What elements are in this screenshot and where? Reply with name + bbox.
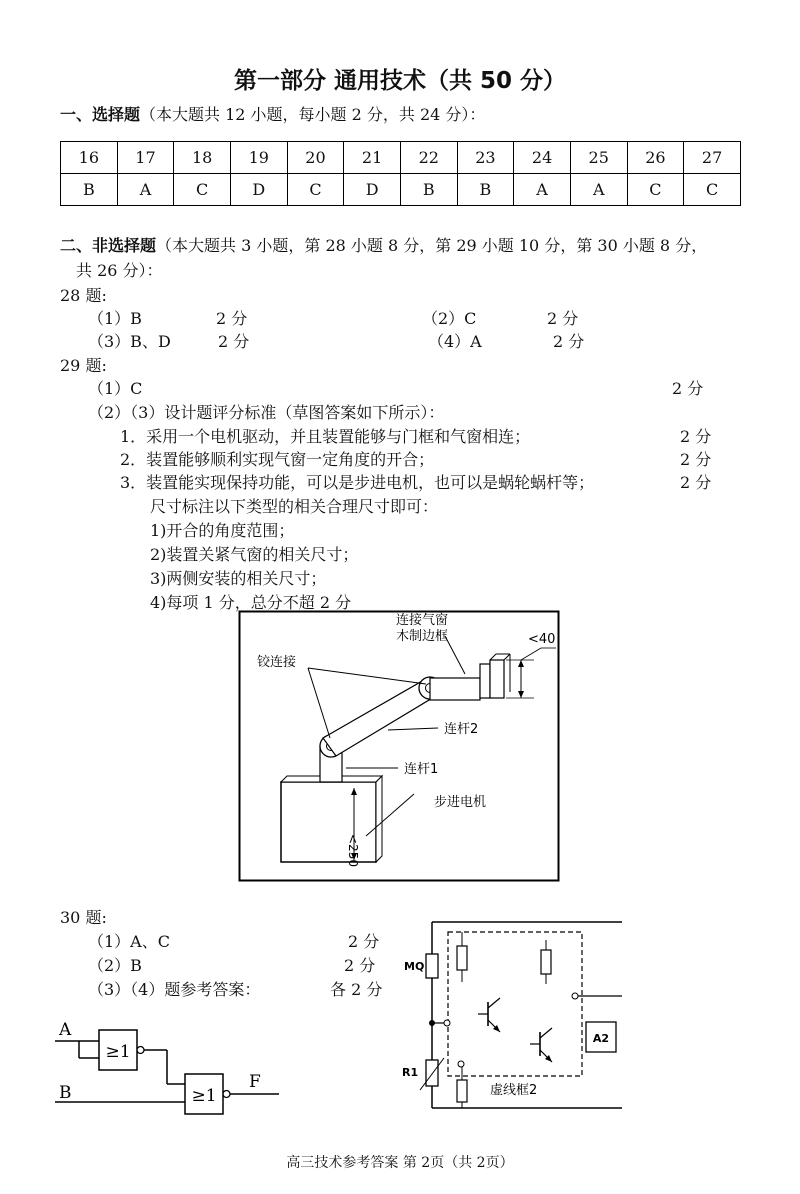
mq-sensor <box>426 954 438 978</box>
terminal-sense <box>444 1020 450 1026</box>
resistor-3 <box>457 1080 467 1102</box>
answer-table-numbers-row <box>61 142 741 174</box>
section2-desc-2: 共 26 分）： <box>76 261 163 280</box>
resistor-2 <box>541 950 551 974</box>
section1-desc: （本大题共 12 小题，每小题 2 分，共 24 分）： <box>140 105 486 124</box>
frame-plate <box>490 660 504 698</box>
q30-answer-34: （3）（4）题参考答案： <box>88 980 261 999</box>
q30-score-1: 2 分 <box>348 932 380 951</box>
q28-score-4: 2 分 <box>553 332 585 351</box>
q29-dimension-2: 2)装置关紧气窗的相关尺寸； <box>150 545 359 564</box>
transistor-1-collector <box>488 998 500 1008</box>
q29-criterion-1-score: 2 分 <box>680 427 712 446</box>
output-f-label: F <box>249 1072 261 1092</box>
answer-cell: A <box>570 174 627 206</box>
answer-cell: D <box>230 174 287 206</box>
q29-dimension-3: 3)两侧安装的相关尺寸； <box>150 569 327 588</box>
answer-cell: C <box>287 174 344 206</box>
section2-heading <box>60 233 707 256</box>
linkage-sketch-figure <box>238 610 560 882</box>
gate-1-symbol: ≥1 <box>105 1042 131 1062</box>
answer-cell: B <box>400 174 457 206</box>
q29-criterion-2-score: 2 分 <box>680 450 712 469</box>
label-rod1: 连杆1 <box>404 762 439 777</box>
r1-label: R1 <box>402 1066 419 1079</box>
section1-title: 一、选择题 <box>60 105 141 124</box>
question-number: 20 <box>287 142 344 174</box>
input-b-label: B <box>59 1083 72 1103</box>
or-gate-2-bubble <box>223 1091 230 1098</box>
answer-cell: D <box>344 174 401 206</box>
question-number: 16 <box>61 142 118 174</box>
question-number: 17 <box>117 142 174 174</box>
page-title: 第一部分 通用技术（共 50 分） <box>233 68 567 94</box>
q29-label: 29 题: <box>60 356 107 375</box>
r1-resistor <box>426 1060 438 1086</box>
label-frame-2: 木制边框 <box>396 629 449 644</box>
q30-score-2: 2 分 <box>344 956 376 975</box>
page-footer: 高三技术参考答案 第 2页（共 2页） <box>286 1155 514 1171</box>
label-hinge: 铰连接 <box>257 655 297 670</box>
answer-cell: B <box>61 174 118 206</box>
section2-desc-1: （本大题共 3 小题，第 28 小题 8 分，第 29 小题 10 分，第 30 小题 8 分， <box>156 236 708 255</box>
answer-table <box>60 141 741 206</box>
label-motor: 步进电机 <box>434 795 487 810</box>
a2-label: A2 <box>592 1032 610 1045</box>
dashed-box-2 <box>448 932 582 1076</box>
answer-cell: B <box>457 174 514 206</box>
question-number: 18 <box>174 142 231 174</box>
q29-score-1: 2 分 <box>672 379 704 398</box>
frame-bracket <box>480 664 490 698</box>
terminal-output <box>572 993 578 999</box>
q29-criterion-1: 1．采用一个电机驱动，并且装置能够与门框和气窗相连； <box>120 427 531 446</box>
question-number: 23 <box>457 142 514 174</box>
answer-cell: A <box>514 174 571 206</box>
or-gate-1-bubble <box>137 1047 144 1054</box>
answer-cell: C <box>684 174 741 206</box>
answer-table-answers-row <box>61 174 741 206</box>
answer-cell: A <box>117 174 174 206</box>
q28-score-1: 2 分 <box>216 309 248 328</box>
answer-cell: C <box>174 174 231 206</box>
q29-answer-1: （1）C <box>88 379 143 398</box>
q28-answer-2: （2）C <box>422 309 477 328</box>
question-number: 19 <box>230 142 287 174</box>
label-frame-1: 连接气窗 <box>396 613 449 628</box>
label-dim250: <250 <box>346 834 360 867</box>
logic-gate-diagram <box>55 1018 285 1128</box>
q28-answer-4: （4）A <box>428 332 482 351</box>
frame-connector <box>430 678 480 700</box>
mq-label: MQ <box>404 960 425 973</box>
question-number: 21 <box>344 142 401 174</box>
q29-dimension-note: 尺寸标注以下类型的相关合理尺寸即可： <box>150 497 439 516</box>
q28-answer-1: （1）B <box>88 309 142 328</box>
section2-title: 二、非选择题 <box>60 236 157 255</box>
q29-criterion-2: 2．装置能够顺利实现气窗一定角度的开合； <box>120 450 435 469</box>
resistor-1 <box>457 946 467 970</box>
label-rod2: 连杆2 <box>444 722 479 737</box>
question-number: 26 <box>627 142 684 174</box>
terminal-bottom <box>458 1061 464 1067</box>
q28-score-3: 2 分 <box>218 332 250 351</box>
q29-answer-23: （2）（3）设计题评分标准（草图答案如下所示）： <box>88 403 445 422</box>
q29-dimension-1: 1)开合的角度范围； <box>150 521 295 540</box>
q28-score-2: 2 分 <box>547 309 579 328</box>
q29-criterion-3-score: 2 分 <box>680 473 712 492</box>
q30-answer-2: （2）B <box>88 956 142 975</box>
transistor-2-collector <box>540 1028 552 1038</box>
motor-side <box>376 776 382 862</box>
q28-label: 28 题: <box>60 286 107 305</box>
gate-2-symbol: ≥1 <box>191 1086 217 1106</box>
input-a-label: A <box>59 1020 72 1040</box>
q30-score-34: 各 2 分 <box>330 980 383 999</box>
q29-dimension-4: 4)每项 1 分，总分不超 2 分 <box>150 593 352 612</box>
question-number: 22 <box>400 142 457 174</box>
dashed-box-label: 虚线框2 <box>490 1083 538 1098</box>
q30-answer-1: （1）A、C <box>88 932 170 951</box>
question-number: 24 <box>514 142 571 174</box>
question-number: 25 <box>570 142 627 174</box>
question-number: 27 <box>684 142 741 174</box>
answer-cell: C <box>627 174 684 206</box>
q28-answer-3: （3）B、D <box>88 332 171 351</box>
section1-heading <box>60 102 485 125</box>
circuit-diagram <box>400 914 622 1114</box>
q30-label: 30 题: <box>60 908 107 927</box>
label-dim40: <40 <box>528 632 556 647</box>
motor-box <box>281 782 376 862</box>
q29-criterion-3: 3．装置能实现保持功能，可以是步进电机，也可以是蜗轮蜗杆等； <box>120 473 595 492</box>
